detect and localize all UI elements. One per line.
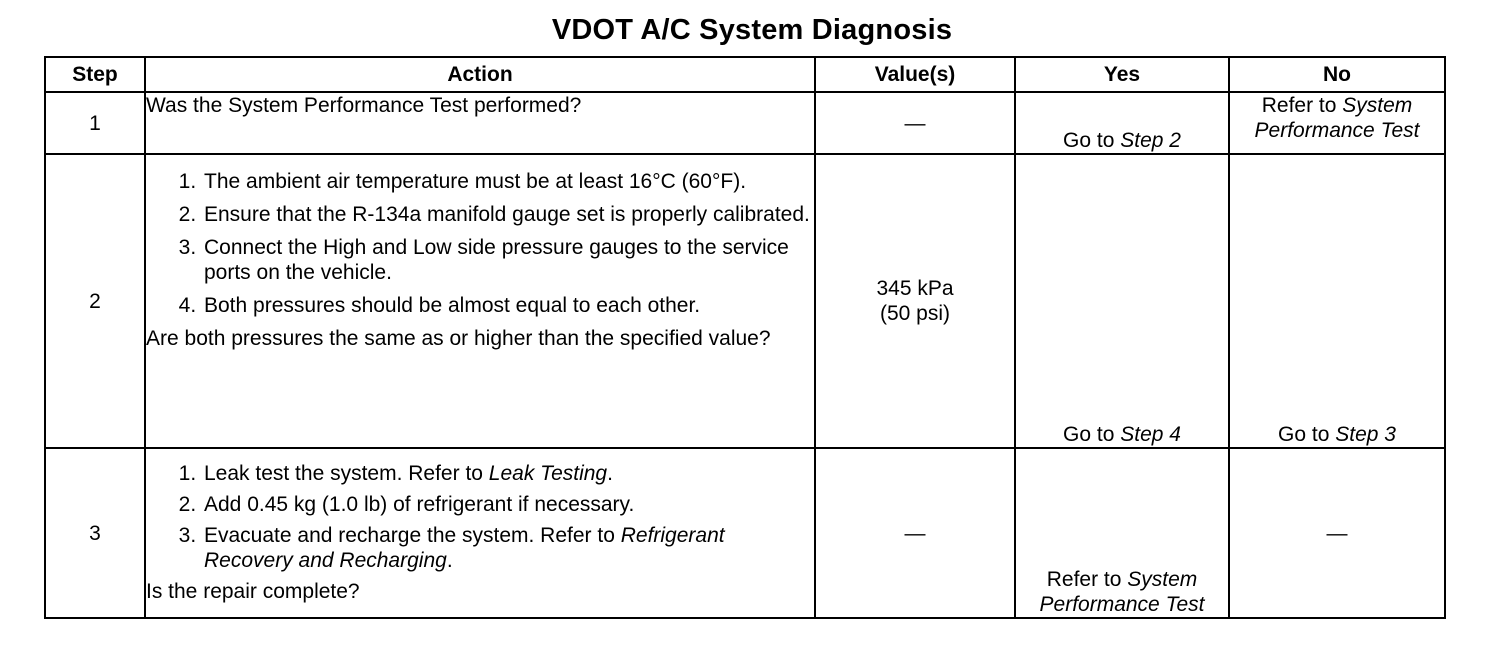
no-cell (1229, 92, 1445, 154)
header-step: Step (45, 57, 145, 92)
no-reference: Step 3 (1335, 423, 1396, 446)
step-text: Evacuate and recharge the system. Refer to (204, 524, 621, 547)
no-prefix: Go to (1278, 423, 1336, 446)
step-text: Add 0.45 kg (1.0 lb) of refrigerant if necessary. (204, 493, 635, 516)
step-number: 2 (45, 154, 145, 448)
yes-prefix: Go to (1063, 129, 1121, 152)
step-suffix: . (607, 462, 613, 485)
step-suffix: . (446, 549, 453, 572)
table-header-row (45, 57, 1445, 92)
step-reference: Refrigerant Recovery and Recharging (204, 524, 725, 572)
value-cell: — (815, 448, 1015, 618)
action-step-item: 2. Ensure that the R-134a manifold gauge set is properly calibrated. (202, 202, 814, 227)
action-question: Is the repair complete? (146, 580, 360, 603)
table-row-step-2 (45, 154, 1445, 448)
action-steps-list (146, 169, 814, 318)
action-step-item (202, 461, 814, 486)
action-question: Are both pressures the same as or higher than the specified value? (146, 327, 771, 350)
value-cell (815, 154, 1015, 448)
no-cell: — (1229, 448, 1445, 618)
step-number: 1 (45, 92, 145, 154)
value-cell: — (815, 92, 1015, 154)
no-prefix: Refer to (1261, 94, 1343, 117)
action-step-item: 1. The ambient air temperature must be at least 16°C (60°F). (202, 169, 814, 194)
action-cell (145, 448, 815, 618)
yes-cell (1015, 92, 1229, 154)
yes-reference: System Performance Test (1039, 568, 1205, 616)
yes-prefix: Refer to (1046, 568, 1128, 591)
action-steps-list (146, 461, 814, 573)
header-yes: Yes (1015, 57, 1229, 92)
header-no: No (1229, 57, 1445, 92)
value-imperial: (50 psi) (879, 302, 951, 325)
action-question: Was the System Performance Test performed? (146, 94, 582, 117)
yes-reference: Step 2 (1120, 129, 1181, 152)
yes-reference: Step 4 (1120, 423, 1181, 446)
header-action: Action (145, 57, 815, 92)
action-step-item: 4. Both pressures should be almost equal to each other. (202, 293, 814, 318)
no-cell (1229, 154, 1445, 448)
no-reference: System Performance Test (1254, 94, 1420, 142)
step-number: 3 (45, 448, 145, 618)
page-title: VDOT A/C System Diagnosis (551, 14, 953, 46)
table-row-step-1 (45, 92, 1445, 154)
action-step-item: 3. Connect the High and Low side pressure gauges to the service ports on the vehicle. (202, 235, 814, 285)
table-row-step-3 (45, 448, 1445, 618)
yes-cell (1015, 154, 1229, 448)
action-step-item (202, 523, 814, 573)
action-cell (145, 154, 815, 448)
step-reference: Leak Testing (488, 462, 608, 485)
diagnosis-table (44, 56, 1446, 619)
value-metric: 345 kPa (876, 277, 954, 300)
action-cell (145, 92, 815, 154)
yes-prefix: Go to (1063, 423, 1121, 446)
action-step-item (202, 492, 814, 517)
step-text: Leak test the system. Refer to (204, 462, 489, 485)
header-values: Value(s) (815, 57, 1015, 92)
yes-cell (1015, 448, 1229, 618)
